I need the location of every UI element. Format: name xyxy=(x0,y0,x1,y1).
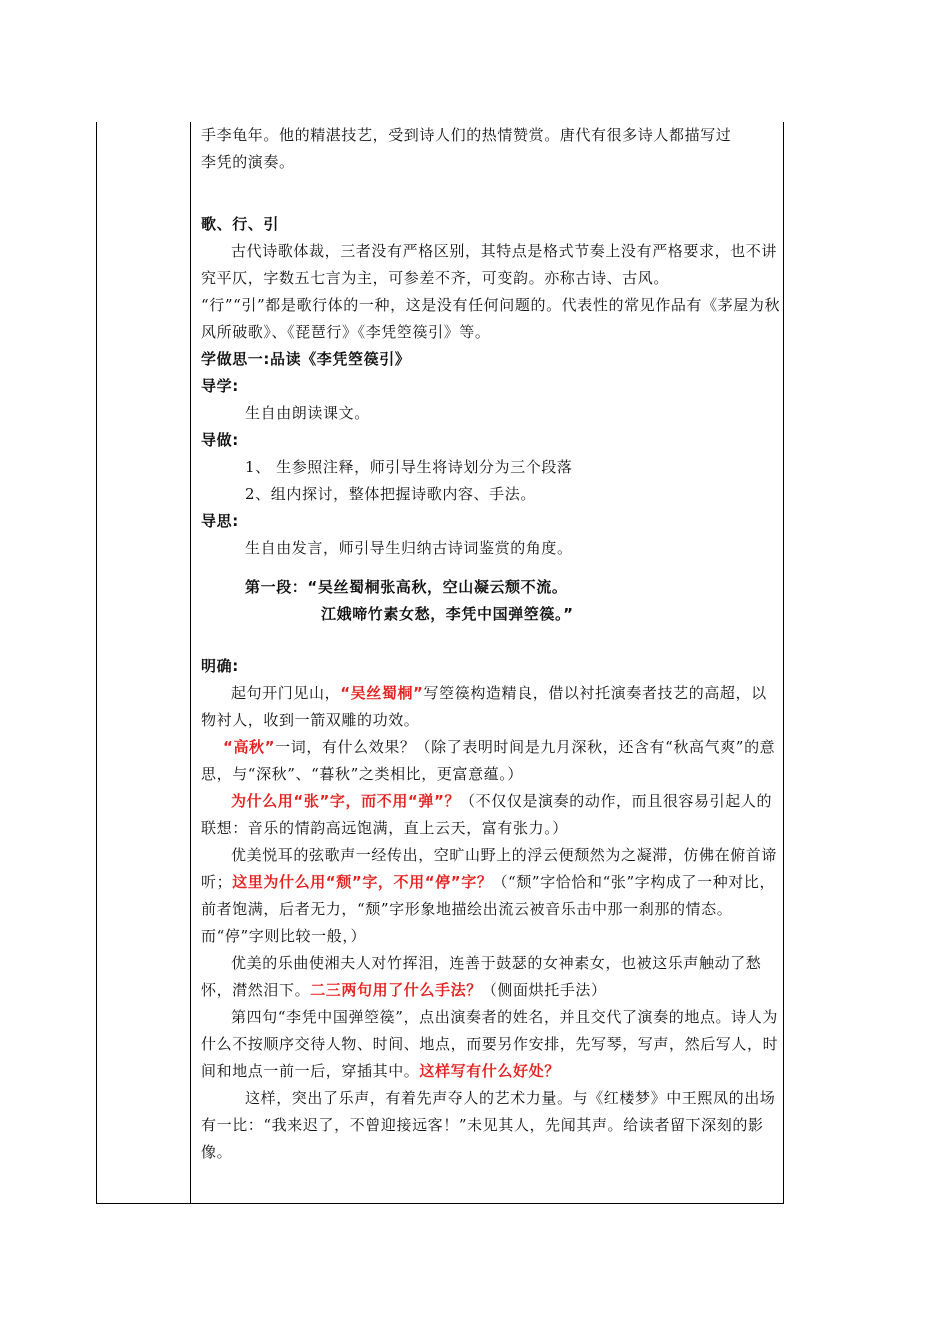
analysis-text: 一词，有什么效果？（除了表明时间是九月深秋，还含有“秋高气爽”的意思，与“深秋”、“暮秋”之类相比，更富意蕴。） xyxy=(201,738,776,783)
analysis-paragraph-1 xyxy=(201,680,781,734)
daosi-text: 生自由发言，师引导生归纳古诗词鉴赏的角度。 xyxy=(245,539,573,557)
highlight-text: “高秋” xyxy=(223,738,276,756)
column-divider xyxy=(190,122,191,1203)
genre-paragraph-2: “行”“引”都是歌行体的一种，这是没有任何问题的。代表性的常见作品有《茅屋为秋风所破歌》、《琵琶行》《李凭箜篌引》等。 xyxy=(201,296,781,341)
highlight-text: 这样写有什么好处？ xyxy=(419,1062,560,1080)
analysis-text: （“颓”字恰恰和“张”字构成了一种对比，前者饱满，后者无力，“颓”字形象地描绘出流云被音乐击中那一刹那的情态。而“停”字则比较一般，） xyxy=(201,873,776,945)
daoxue-text: 生自由朗读课文。 xyxy=(245,404,370,422)
content-cell xyxy=(201,122,781,1166)
highlight-text: 二三两句用了什么手法？ xyxy=(310,981,482,999)
analysis-text: 优美的乐曲使湘夫人对竹挥泪，连善于鼓瑟的女神素女，也被这乐声触动了愁怀，潸然泪下。 xyxy=(201,954,762,999)
analysis-text: （侧面烘托手法） xyxy=(481,981,607,999)
highlight-text: 为什么用“张”字，而不用“弹”？ xyxy=(231,792,461,810)
spacer xyxy=(201,176,781,203)
analysis-paragraph-7: 这样，突出了乐声，有着先声夺人的艺术力量。与《红楼梦》中王熙凤的出场有一比：“我来迟了，不曾迎接远客！”未见其人，先闻其声。给读者留下深刻的影像。 xyxy=(201,1089,776,1161)
analysis-text: 优美悦耳的弦歌声一经传出，空旷山野上的浮云便颓然为之凝滞，仿佛在俯首谛听； xyxy=(201,846,778,891)
intro-line-2: 李凭的演奏。 xyxy=(201,153,295,171)
highlight-text: 这里为什么用“颓”字，不用“停”字？ xyxy=(232,873,493,891)
daozuo-item-2: 2、组内探讨，整体把握诗歌内容、手法。 xyxy=(245,485,536,503)
daozuo-item-1: 1、 生参照注释，师引导生将诗划分为三个段落 xyxy=(245,458,573,476)
analysis-paragraph-3 xyxy=(201,788,781,842)
poem-line-1: 第一段：“吴丝蜀桐张高秋，空山凝云颓不流。 xyxy=(245,578,568,596)
genre-title: 歌、行、引 xyxy=(201,215,280,233)
analysis-text: 起句开门见山， xyxy=(231,684,341,702)
analysis-text: 第四句“李凭中国弹箜篌”，点出演奏者的姓名，并且交代了演奏的地点。诗人为什么不按顺序交待人物、时间、地点，而要另作安排，先写琴，写声，然后写人，时间和地点一前一后，穿插其中。 xyxy=(201,1008,779,1080)
study-title: 学做思一:品读《李凭箜篌引》 xyxy=(201,350,411,368)
daosi-label: 导思: xyxy=(201,512,239,530)
analysis-paragraph-2 xyxy=(201,734,781,788)
highlight-text: “吴丝蜀桐” xyxy=(340,684,424,702)
analysis-paragraph-4 xyxy=(201,842,781,950)
daozuo-label: 导做: xyxy=(201,431,239,449)
lesson-table xyxy=(96,122,784,1204)
analysis-text: （不仅仅是演奏的动作，而且很容易引起人的联想：音乐的情韵高远饱满，直上云天，富有张力。） xyxy=(201,792,773,837)
spacer xyxy=(201,562,781,574)
poem-line-2: 江娥啼竹素女愁，李凭中国弹箜篌。” xyxy=(321,605,574,623)
spacer xyxy=(201,628,781,655)
intro-line-1: 手李龟年。他的精湛技艺，受到诗人们的热情赞赏。唐代有很多诗人都描写过 xyxy=(201,126,732,144)
analysis-paragraph-5 xyxy=(201,950,781,1004)
daoxue-label: 导学: xyxy=(201,377,239,395)
analysis-label: 明确: xyxy=(201,657,239,675)
analysis-paragraph-6 xyxy=(201,1004,781,1085)
genre-paragraph-1: 古代诗歌体裁，三者没有严格区别，其特点是格式节奏上没有严格要求，也不讲究平仄，字数五七言为主，可参差不齐，可变韵。亦称古诗、古风。 xyxy=(201,242,778,287)
analysis-text: 写箜篌构造精良，借以衬托演奏者技艺的高超，以物衬人，收到一箭双雕的功效。 xyxy=(201,684,767,729)
